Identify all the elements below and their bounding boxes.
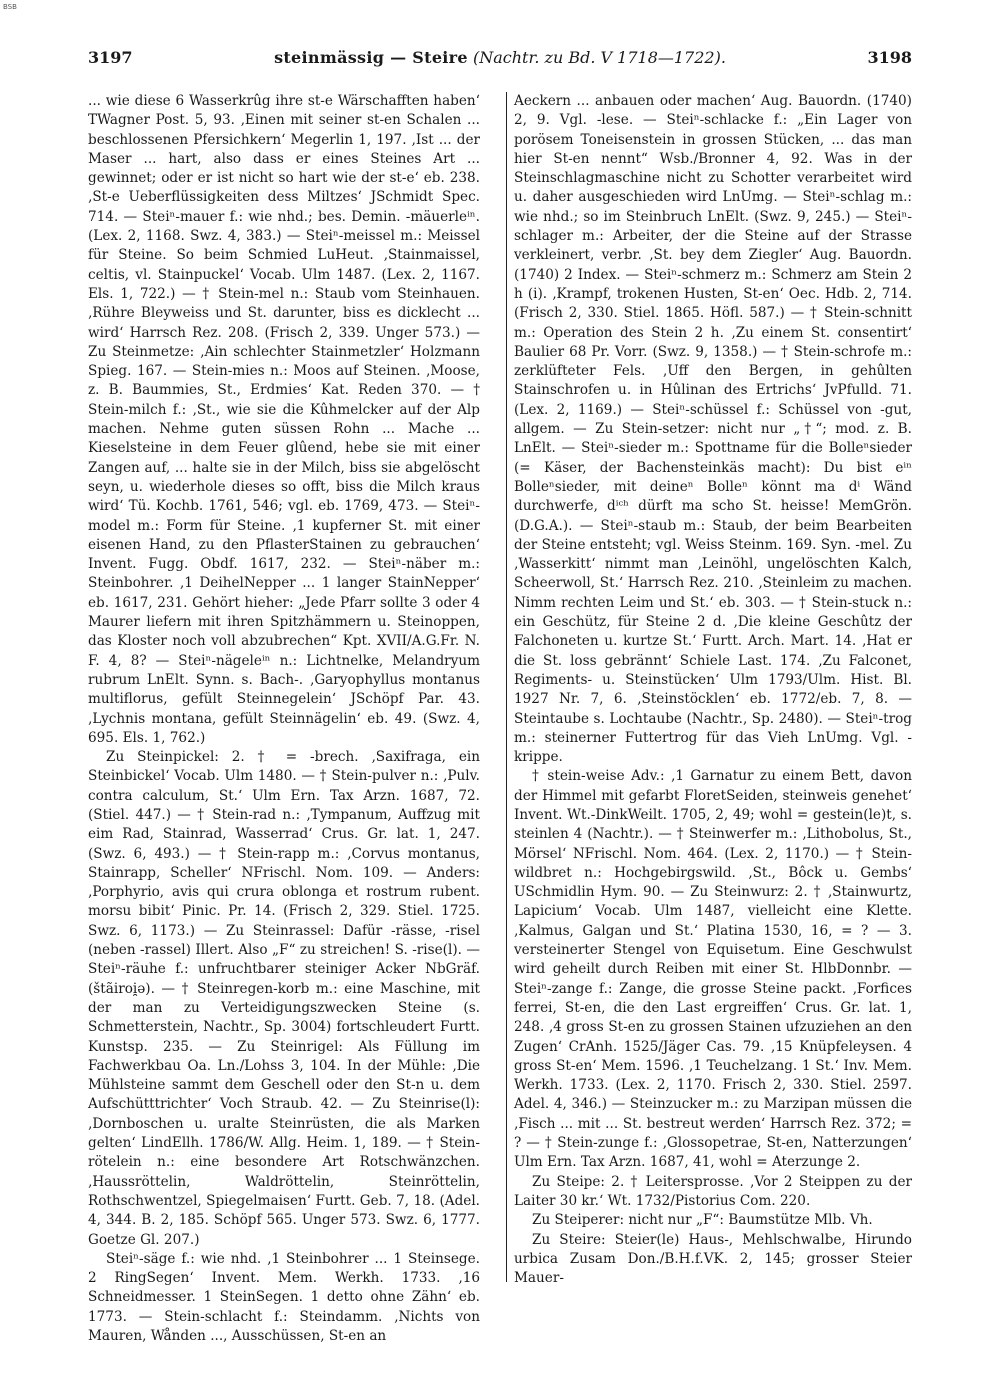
left-paragraph: Zu Steinpickel: 2. † = -brech. ‚Saxifraga, ein Steinbickel‘ Vocab. Ulm 1480. — † Stein-pulver n.: ‚Pulv. contra calculum, St.‘ Ulm Ern. Tax Arzn. 1687, 72. (Stiel. 447.) — † Stein-rad n.: ‚Tympanum, Auffzug mit eim Rad, Stainrad, Wasserrad‘ Crus. Gr. lat. 1, 247. (Swz. 6, 493.) — † Stein-rapp m.: ‚Corvus montanus, Stainrapp, Scheller‘ NFrischl. Nom. 109. — Anders: ‚Porphyrio, avis qui crura oblonga et rostrum rubent. morsu bibit‘ Pinic. Pr. 14. (Frisch 2, 329. Stiel. 1725. Swz. 6, 1173.) — Zu Steinrassel: Dafür -rässe, -risel (neben -rassel) Illert. Also „F“ zu streichen! S. -rise(l). — Steiⁿ-räuhe f.: unfruchtbarer steiniger Acker NbGräf. (štãiroi̯ə). — † Steinregen-korb m.: eine Maschine, mit der man zu Verteidigungszwecken Steine (s. Schmetterstein, Nachtr., Sp. 3004) fortschleudert Furtt. Kunstsp. 235. — Zu Steinrigel: Als Füllung im Fachwerkbau Oa. Ln./Lohss 3, 104. In der Mühle: ‚Die Mühlsteine sammt dem Geschell oder den St-n u. dem Aufschütttrichter‘ Voch Straub. 42. — Zu Steinrise(l): ‚Dornboschen u. uralte Steinrüsten, die als Marken gelten‘ LindEllh. 1786/W. Allg. Heim. 1, 189. — † Stein-rötelein n.: eine besondere Art Rotschwänzchen. ‚Haussröttelin, Waldröttelin, Steinröttelin, Rothschwentzel, Spiegelmaisen‘ Furtt. Geb. 7, 18. (Adel. 4, 344. B. 2, 185. Schöpf 565. Unger 573. Swz. 6, 1777. Goetze Gl. 207.)	[88, 749, 480, 1248]
page-number-right: 3198	[867, 48, 912, 67]
left-column	[88, 92, 480, 1344]
column-divider	[506, 92, 507, 1282]
running-lemma: steinmässig — Steire	[274, 48, 468, 67]
right-paragraph: Zu Steire: Steier(le) Haus-, Mehlschwalbe, Hirundo urbica Zusam Don./B.H.f.VK. 2, 145; grosser Steier Mauer-	[514, 1231, 912, 1287]
right-paragraph: Aeckern ... anbauen oder machen‘ Aug. Bauordn. (1740) 2, 9. Vgl. -lese. — Steiⁿ-schlacke f.: „Ein Lager von porösem Toneisenstein in grossen Stücken, ... das man hier St-en nennt“ Wsb./Bronner 4, 92. Was in der Steinschlagmaschine nicht zu Schotter verarbeitet wird u. daher ausgeschieden wird LnUmg. — Steiⁿ-schlag m.: wie nhd.; so im Steinbruch LnElt. (Swz. 9, 245.) — Steiⁿ-schlager m.: Arbeiter, der die Steine auf der Strasse verkleinert, verbr. ‚St. bey dem Ziegler‘ Aug. Bauordn. (1740) 2 Index. — Steiⁿ-schmerz m.: Schmerz am Stein 2 h (i). ‚Krampf, trokenen Husten, St-en‘ Oec. Hdb. 2, 714. (Frisch 2, 330. Stiel. 1865. Höfl. 587.) — † Stein-schnitt m.: Operation des Stein 2 h. ‚Zu einem St. consentirt‘ Baulier 68 Pr. Vorr. (Swz. 9, 1358.) — † Stein-schrofe m.: zerklüfteter Fels. ‚Uff den Bergen, in gehûlten Stainschrofen u. in Hûlinan des Ertrichs‘ JvPfulld. 71. (Lex. 2, 1169.) — Steiⁿ-schüssel f.: Schüssel von -gut, allgem. — Zu Stein-setzer: nicht nur „†“; mod. z. B. LnElt. — Steiⁿ-sieder m.: Spottname für die Bolleⁿsieder (= Käser, der Bachensteinkäs macht): Du bist eⁱⁿ Bolleⁿsieder, mit deineⁿ Bolleⁿ könnt ma dⁱ Wänd durchwerfe, dⁱᶜʰ dürft ma scho St. heisse! MemGrön. (D.G.A.). — Steiⁿ-staub m.: Staub, der beim Bearbeiten der Steine entsteht; vgl. Weiss Steinm. 169. Syn. -mel. Zu ‚Wasserkitt‘ nimmt man ‚Leinöhl, ungelöschten Kalch, Scheerwoll, St.‘ Harrsch Rez. 210. ‚Steinleim zu machen. Nimm rechten Leim und St.‘ eb. 303. — † Stein-stuck n.: ein Geschütz, für Steine 2 d. ‚Die kleine Geschûtz der Falchoneten u. kurtze St.‘ Furtt. Arch. Mart. 14. ‚Hat er die St. loss gebrännt‘ Schiele Last. 174. ‚Zu Falconet, Regiments- u. Steinstücken‘ Ulm 1793/Ulm. Hist. Bl. 1927 Nr. 7, 6. ‚Steinstöcklen‘ eb. 1772/eb. 7, 8. — Steintaube s. Lochtaube (Nachtr., Sp. 2480). — Steiⁿ-trog m.: steinerner Futtertrog für das Vieh LnUmg. Vgl. -krippe.	[514, 93, 912, 766]
library-stamp: BSB	[3, 3, 17, 11]
page-header	[88, 48, 912, 70]
right-paragraph: Zu Steiperer: nicht nur „F“: Baumstütze Mlb. Vh.	[532, 1212, 873, 1229]
right-column	[514, 92, 912, 1287]
right-paragraph: Zu Steipe: 2. † Leitersprosse. ‚Vor 2 Steippen zu der Laiter 30 kr.‘ Wt. 1732/Pistorius Com. 220.	[514, 1173, 912, 1209]
left-paragraph: ... wie diese 6 Wasserkrûg ihre st-e Wärschafften haben‘ TWagner Post. 5, 93. ‚Einen mit seiner st-en Schalen ... beschlossenen Pfersichkern‘ Megerlin 1, 197. ‚Ist ... der Maser ... hart, also dass er eines Steines Art ... gewinnet; oder er ist nicht so hart wie der st-e‘ eb. 238. ‚St-e Ueberflüssigkeiten dess Miltzes‘ JSchmidt Spec. 714. — Steiⁿ-mauer f.: wie nhd.; bes. Demin. -mäuerleⁱⁿ. (Lex. 2, 1168. Swz. 4, 383.) — Steiⁿ-meissel m.: Meissel für Steine. So beim Schmied LuHeut. ‚Stainmaissel, celtis, vl. Stainpuckel‘ Vocab. Ulm 1487. (Lex. 2, 1167. Els. 1, 722.) — † Stein-mel n.: Staub vom Steinhauen. ‚Rühre Bleyweiss und St. darunter, biss es dicklecht ... wird‘ Harrsch Rez. 208. (Frisch 2, 339. Unger 573.) — Zu Steinmetze: ‚Ain schlechter Stainmetzler‘ Holzmann Spieg. 167. — Stein-mies n.: Moos auf Steinen. ‚Moose, z. B. Baummies, St., Erdmies‘ Kat. Reden 370. — † Stein-milch f.: ‚St., wie sie die Kûhmelcker auf der Alp machen. Nehme guten süssen Rohn ... Mache ... Kieselsteine in dem Feuer glûend, hebe sie mit einer Zangen auf, ... halte sie in der Milch, biss sie abgelöscht seyn, u. wiederhole dieses so offt, biss die Milch kraus wird‘ Tü. Kochb. 1761, 546; vgl. eb. 1769, 473. — Steiⁿ-model m.: Form für Steine. ‚1 kupferner St. mit einer eisenen Hand, zu den PflasterStainen zu gebrauchen‘ Invent. Fugg. Obdf. 1617, 232. — Steiⁿ-näber m.: Steinbohrer. ‚1 DeihelNepper ... 1 langer StainNepper‘ eb. 1617, 231. Gehört hieher: „Jede Pfarr sollte 3 oder 4 Maurer liefern mit ihren Spitzhämmern u. Steinoppen, das Kloster noch voll abzubrechen“ Kpt. XVII/A.G.Fr. N. F. 4, 8? — Steiⁿ-nägeleⁱⁿ n.: Lichtnelke, Melandryum rubrum LnElt. Synn. s. Bach-. ‚Garyophyllus montanus multiflorus, gefült Steinnegelein‘ JSchöpf Par. 43. ‚Lychnis montana, gefült Steinnägelin‘ eb. 49. (Swz. 4, 695. Els. 1, 762.)	[88, 93, 480, 746]
running-title	[88, 48, 912, 67]
page-number-left: 3197	[88, 48, 133, 67]
left-paragraph: Steiⁿ-säge f.: wie nhd. ‚1 Steinbohrer ... 1 Steinsege. 2 RingSegen‘ Invent. Mem. Werkh. 1733. ‚16 Schneidmesser. 1 SteinSegen. 1 detto ohne Zähn‘ eb. 1773. — Stein-schlacht f.: Steindamm. ‚Nichts von Mauren, Wånden ..., Ausschüssen, St-en an	[88, 1250, 480, 1344]
running-note: (Nachtr. zu Bd. V 1718—1722).	[472, 48, 726, 67]
right-paragraph: † stein-weise Adv.: ‚1 Garnatur zu einem Bett, davon der Himmel mit gefarbt FloretSeiden, steinweis genehet‘ Invent. Wt.-DinkWeilt. 1705, 2, 49; wohl = gestein(le)t, s. steinlen 4 (Nachtr.). — † Steinwerfer m.: ‚Lithobolus, St., Mörsel‘ NFrischl. Nom. 464. (Lex. 2, 1170.) — † Stein-wildbret n.: Hochgebirgswild. ‚St., Bôck u. Gembs‘ USchmidlin Hym. 90. — Zu Steinwurz: 2. † ‚Stainwurtz, Lapicium‘ Vocab. Ulm 1487, vielleicht eine Klette. ‚Kalmus, Galgan und St.‘ Platina 1530, 16, = ? — 3. versteinerter Stengel von Equisetum. Eine Geschwulst wird geheilt durch Reiben mit einer St. HlbDonnbr. — Steiⁿ-zange f.: Zange, die grosse Steine packt. ‚Forfices ferrei, St-en, die den Last ergreiffen‘ Crus. Gr. lat. 1, 248. ‚4 gross St-en zu grossen Stainen ufzuziehen an den Zugen‘ CrAnh. 1525/Jäger Cas. 79. ‚15 Knüpfeleysen. 4 gross St-en‘ Mem. 1596. ‚1 Teuchelzang. 1 St.‘ Inv. Mem. Werkh. 1733. (Lex. 2, 1170. Frisch 2, 330. Stiel. 2597. Adel. 4, 346.) — Steinzucker m.: zu Marzipan müssen die ‚Fisch ... mit ... St. bestreut werden‘ Harrsch Rez. 372; = ? — † Stein-zunge f.: ‚Glossopetrae, St-en, Natterzungen‘ Ulm Ern. Tax Arzn. 1687, 41, wohl = Aterzunge 2.	[514, 768, 912, 1171]
